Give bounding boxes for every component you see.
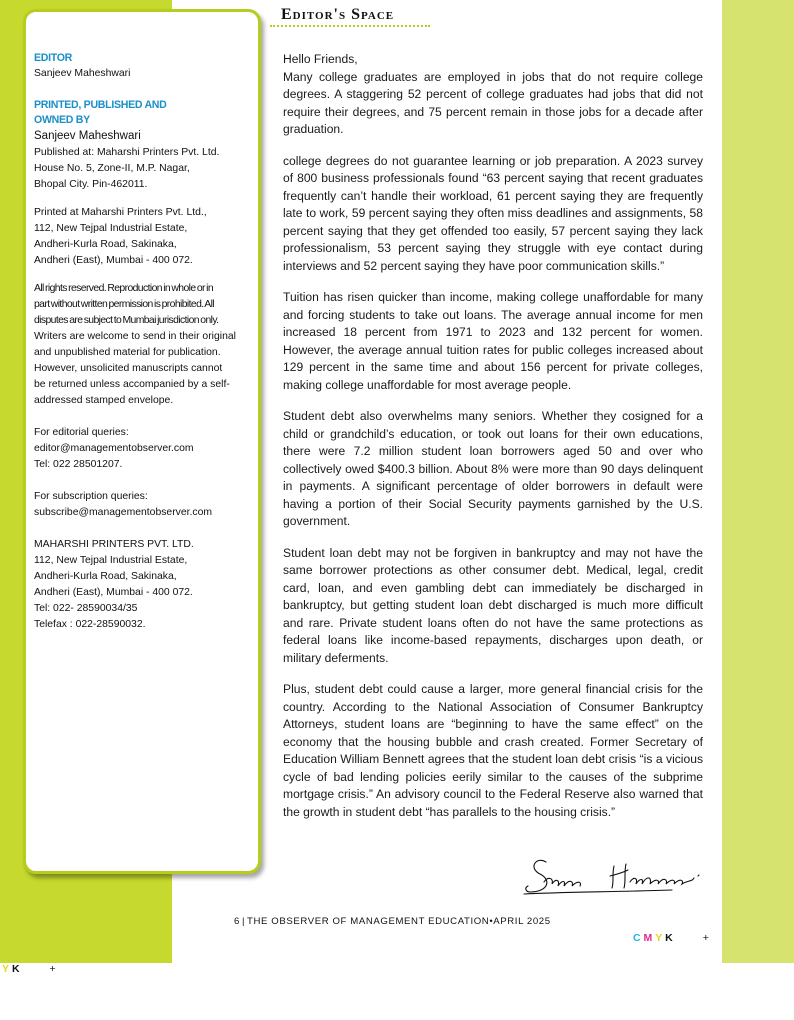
footer-publication: THE OBSERVER OF MANAGEMENT EDUCATION•APRIL 2025: [247, 916, 551, 927]
cmyk-registration-mark: C M Y K +: [633, 932, 709, 944]
subscription-queries-line: For subscription queries:: [34, 491, 148, 502]
page-number: 6: [234, 916, 240, 927]
rights-line: be returned unless accompanied by a self-: [34, 379, 230, 390]
rights-line: disputes are subject to Mumbai jurisdiction only.: [34, 315, 219, 326]
company-line: Telefax : 022-28590032.: [34, 619, 146, 630]
editorial-phone: Tel: 022 28501207.: [34, 459, 123, 470]
owner-name: Sanjeev Maheshwari: [34, 130, 141, 142]
article-paragraph: Student debt also overwhelms many seniors. Whether they cosigned for a child or grandchild’s education, or took out loans for their own educations, there were 7.2 million student loan borrowers aged 50 and over who collectively owed $400.3 billion. About 8% were more than 90 days delinquent in payments. A significant percentage of older borrowers in default were having a portion of their Social Security payments garnished by the U.S. government.: [283, 409, 703, 528]
masthead-sidebar: [23, 9, 261, 874]
article-paragraph: Plus, student debt could cause a larger, more general financial crisis for the country. According to the National Association of Consumer Bankruptcy Attorneys, student loans are “beginning to have the same effect” on the economy that the housing bubble and crash created. Former Secretary of Education William Bennett agrees that the student loan debt crisis “is a vicious cycle of bad lending policies eerily similar to the causes of the subprime mortgage crisis.” An advisory council to the Federal Reserve also warned that the growth in student debt “has parallels to the housing crisis.”: [283, 682, 703, 819]
article-paragraph: Many college graduates are employed in jobs that do not require college degrees. A staggering 52 percent of college graduates had jobs that did not require their degrees, and 75 percent remain in those jobs for a decade after graduation.: [283, 69, 703, 136]
printed-line: Printed at Maharshi Printers Pvt. Ltd.,: [34, 207, 207, 218]
section-title: Editor's Space: [281, 6, 395, 23]
cmyk-registration-mark-left: Y K +: [2, 963, 56, 975]
article-paragraph: Tuition has risen quicker than income, making college unaffordable for many and forcing students to take out loans. The average annual income for men increased 18 percent from 1971 to 2023 and 132 percent for women. However, the average annual tuition rates for public colleges increased about 129 percent in the same time and about 156 percent for private colleges, making college unaffordable for most average people.: [283, 290, 703, 392]
published-line: House No. 5, Zone-II, M.P. Nagar,: [34, 163, 190, 174]
published-line: Published at: Maharshi Printers Pvt. Ltd.: [34, 147, 220, 158]
article-greeting: Hello Friends,: [283, 52, 358, 66]
right-green-band: [722, 0, 794, 963]
article-paragraph: college degrees do not guarantee learning or job preparation. A 2023 survey of 800 business professionals found “63 percent saying that recent graduates frequently can’t handle their workload, 61 percent saying they are frequently late to work, 59 percent saying they often miss deadlines and assignments, 58 percent saying that they get offended too easily, 57 percent saying they lack professionalism, 53 percent saying they struggle with eye contact during interviews and 52 percent saying they have poor communication skills.”: [283, 153, 703, 273]
owner-label-line-1: PRINTED, PUBLISHED AND: [34, 99, 167, 111]
article-paragraph: Student loan debt may not be forgiven in bankruptcy and may not have the same borrower protections as other consumer debt. Medical, legal, credit card, loan, and even gambling debt can immediately be discharged in bankruptcy, but getting student loan debt discharged is much more difficult and rare. Private student loans often do not have the same protections as federal loans like income-based repayments, discharges upon death, or military deferments.: [283, 545, 703, 665]
editorial-article: [283, 51, 703, 821]
printed-line: 112, New Tejpal Industrial Estate,: [34, 223, 188, 234]
rights-line: part without written permission is prohibited. All: [34, 299, 214, 310]
editor-signature: [522, 852, 704, 900]
rights-line: and unpublished material for publication.: [34, 347, 221, 358]
editor-label: EDITOR: [34, 52, 73, 64]
rights-line: All rights reserved. Reproduction in whole or in: [34, 283, 214, 294]
company-line: Tel: 022- 28590034/35: [34, 603, 138, 614]
published-line: Bhopal City. Pin-462011.: [34, 179, 148, 190]
page-footer: 6 | THE OBSERVER OF MANAGEMENT EDUCATION•APRIL 2025: [234, 916, 551, 927]
title-dotted-rule: [270, 25, 430, 29]
printed-line: Andheri-Kurla Road, Sakinaka,: [34, 239, 177, 250]
owner-label-line-2: OWNED BY: [34, 114, 90, 126]
editor-name: Sanjeev Maheshwari: [34, 68, 131, 79]
company-line: Andheri (East), Mumbai - 400 072.: [34, 587, 193, 598]
company-line: 112, New Tejpal Industrial Estate,: [34, 555, 188, 566]
company-line: Andheri-Kurla Road, Sakinaka,: [34, 571, 177, 582]
subscription-email-link[interactable]: subscribe@managementobserver.com: [34, 507, 213, 518]
rights-line: However, unsolicited manuscripts cannot: [34, 363, 223, 374]
rights-line: addressed stamped envelope.: [34, 395, 174, 406]
company-line: MAHARSHI PRINTERS PVT. LTD.: [34, 539, 194, 550]
rights-line: Writers are welcome to send in their original: [34, 331, 236, 342]
editorial-queries-line: For editorial queries:: [34, 427, 129, 438]
printed-line: Andheri (East), Mumbai - 400 072.: [34, 255, 193, 266]
editorial-email-link[interactable]: editor@managementobserver.com: [34, 443, 194, 454]
